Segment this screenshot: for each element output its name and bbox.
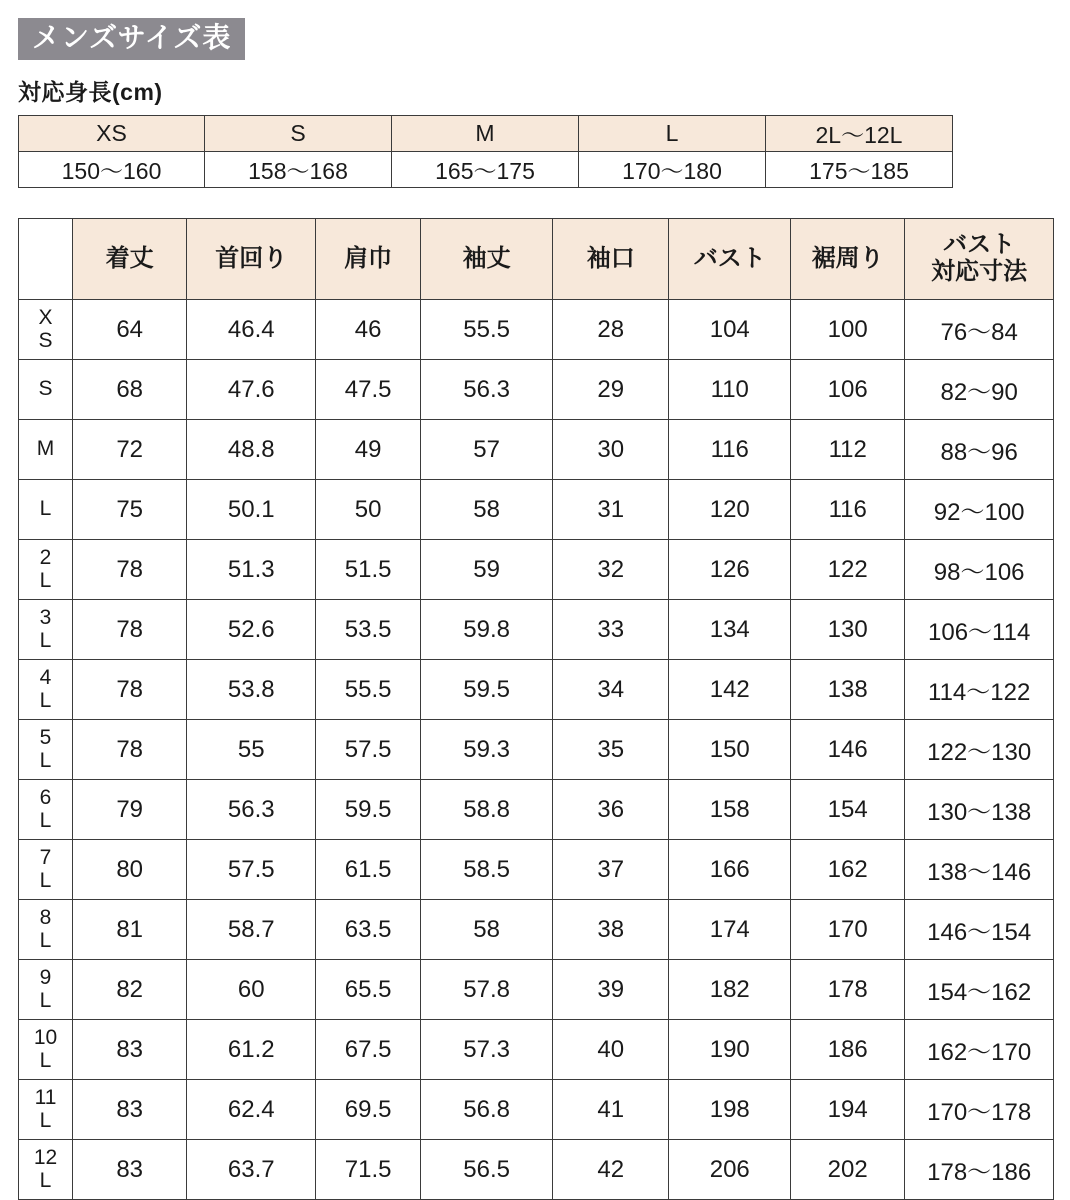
measurement-cell: 48.8	[187, 420, 316, 480]
measurement-cell: 146	[791, 720, 905, 780]
measurement-cell: 178〜186	[905, 1140, 1054, 1200]
size-row-label	[19, 960, 73, 1020]
measurement-cell: 58	[421, 900, 553, 960]
size-row-label	[19, 600, 73, 660]
measurement-cell: 190	[669, 1020, 791, 1080]
measurement-cell: 174	[669, 900, 791, 960]
measurements-table	[18, 218, 1054, 1200]
measurement-cell: 106	[791, 360, 905, 420]
size-label-line2: L	[39, 808, 52, 832]
measurement-cell: 110	[669, 360, 791, 420]
measurement-cell: 83	[73, 1020, 187, 1080]
measurement-cell: 138	[791, 660, 905, 720]
measurement-cell: 57	[421, 420, 553, 480]
size-label-line1: 10	[33, 1026, 58, 1050]
size-label-line1: S	[38, 377, 53, 401]
measurement-cell: 130	[791, 600, 905, 660]
size-row-label	[19, 420, 73, 480]
measurement-cell: 59.8	[421, 600, 553, 660]
height-range-cell: 175〜185	[766, 152, 953, 188]
table-row	[19, 600, 1054, 660]
measurements-header-row	[19, 219, 1054, 300]
size-row-label	[19, 780, 73, 840]
size-label-line1: 9	[39, 966, 52, 990]
height-size-header: M	[392, 116, 579, 152]
size-label-line2: L	[39, 988, 52, 1012]
measurement-cell: 142	[669, 660, 791, 720]
measurement-cell: 68	[73, 360, 187, 420]
size-label-line1: 5	[39, 726, 52, 750]
measurement-cell: 58.5	[421, 840, 553, 900]
measurement-cell: 63.7	[187, 1140, 316, 1200]
measurement-cell: 81	[73, 900, 187, 960]
measurement-cell: 52.6	[187, 600, 316, 660]
measurement-cell: 57.3	[421, 1020, 553, 1080]
table-row	[19, 1140, 1054, 1200]
measurement-cell: 170〜178	[905, 1080, 1054, 1140]
measurement-cell: 28	[553, 300, 669, 360]
measurement-cell: 116	[669, 420, 791, 480]
measurement-cell: 82	[73, 960, 187, 1020]
size-label-line1: 12	[33, 1146, 58, 1170]
table-row	[19, 540, 1054, 600]
measurement-cell: 79	[73, 780, 187, 840]
measurement-cell: 59.3	[421, 720, 553, 780]
measurement-cell: 57.5	[187, 840, 316, 900]
height-range-cell: 158〜168	[205, 152, 392, 188]
measurement-cell: 31	[553, 480, 669, 540]
measurement-cell: 33	[553, 600, 669, 660]
table-row	[19, 360, 1054, 420]
measurement-cell: 146〜154	[905, 900, 1054, 960]
measurement-cell: 37	[553, 840, 669, 900]
measurement-cell: 53.5	[316, 600, 421, 660]
measurement-cell: 75	[73, 480, 187, 540]
measurement-cell: 186	[791, 1020, 905, 1080]
height-range-cell: 150〜160	[19, 152, 205, 188]
measurement-cell: 170	[791, 900, 905, 960]
measurement-cell: 104	[669, 300, 791, 360]
measurement-cell: 56.5	[421, 1140, 553, 1200]
measurement-cell: 154	[791, 780, 905, 840]
measurement-cell: 39	[553, 960, 669, 1020]
height-range-cell: 165〜175	[392, 152, 579, 188]
measurement-cell: 120	[669, 480, 791, 540]
table-row	[19, 300, 1054, 360]
size-label-line1: 8	[39, 906, 52, 930]
measurement-cell: 162〜170	[905, 1020, 1054, 1080]
measurement-cell: 57.5	[316, 720, 421, 780]
measurement-cell: 47.5	[316, 360, 421, 420]
size-label-line2: L	[39, 1108, 52, 1132]
measurement-cell: 63.5	[316, 900, 421, 960]
size-label-line1: L	[39, 497, 52, 521]
size-label-line2: L	[39, 688, 52, 712]
table-row	[19, 480, 1054, 540]
measurement-cell: 88〜96	[905, 420, 1054, 480]
size-row-label	[19, 540, 73, 600]
measurement-cell: 202	[791, 1140, 905, 1200]
size-label-line1: 2	[39, 546, 52, 570]
measurement-cell: 71.5	[316, 1140, 421, 1200]
measurement-cell: 60	[187, 960, 316, 1020]
measurement-cell: 78	[73, 660, 187, 720]
measurement-cell: 112	[791, 420, 905, 480]
measurement-column-header: 肩巾	[316, 219, 421, 300]
measurement-cell: 56.8	[421, 1080, 553, 1140]
measurement-cell: 182	[669, 960, 791, 1020]
size-row-label	[19, 660, 73, 720]
size-label-line2: L	[39, 928, 52, 952]
measurement-cell: 78	[73, 720, 187, 780]
measurement-cell: 56.3	[187, 780, 316, 840]
size-label-line2: L	[39, 748, 52, 772]
measurement-cell: 51.3	[187, 540, 316, 600]
size-row-label	[19, 1080, 73, 1140]
size-label-line2: L	[39, 1048, 52, 1072]
size-label-line1: M	[36, 437, 55, 461]
size-label-line1: 7	[39, 846, 52, 870]
measurement-cell: 59	[421, 540, 553, 600]
measurement-cell: 198	[669, 1080, 791, 1140]
size-label-line2: L	[39, 568, 52, 592]
size-label-line2: L	[39, 628, 52, 652]
measurement-cell: 130〜138	[905, 780, 1054, 840]
measurement-cell: 106〜114	[905, 600, 1054, 660]
measurement-cell: 59.5	[421, 660, 553, 720]
measurement-cell: 57.8	[421, 960, 553, 1020]
measurement-column-header: 着丈	[73, 219, 187, 300]
table-row	[19, 780, 1054, 840]
measurement-cell: 122	[791, 540, 905, 600]
measurement-cell: 50	[316, 480, 421, 540]
measurement-cell: 59.5	[316, 780, 421, 840]
measurement-cell: 67.5	[316, 1020, 421, 1080]
measurement-column-header: 袖口	[553, 219, 669, 300]
measurement-cell: 134	[669, 600, 791, 660]
measurement-cell: 34	[553, 660, 669, 720]
measurement-cell: 114〜122	[905, 660, 1054, 720]
table-row	[19, 960, 1054, 1020]
measurement-cell: 30	[553, 420, 669, 480]
measurement-cell: 56.3	[421, 360, 553, 420]
measurement-cell: 55.5	[316, 660, 421, 720]
measurement-cell: 41	[553, 1080, 669, 1140]
measurement-cell: 40	[553, 1020, 669, 1080]
measurement-cell: 206	[669, 1140, 791, 1200]
size-row-label	[19, 300, 73, 360]
table-row	[19, 660, 1054, 720]
size-label-line1: 11	[34, 1086, 57, 1110]
size-label-line1: X	[38, 306, 53, 330]
measurement-column-header	[905, 219, 1054, 300]
measurement-cell: 83	[73, 1140, 187, 1200]
measurement-cell: 55.5	[421, 300, 553, 360]
size-row-label	[19, 900, 73, 960]
measurement-cell: 78	[73, 540, 187, 600]
size-row-label	[19, 1140, 73, 1200]
size-row-label	[19, 1020, 73, 1080]
measurement-cell: 46.4	[187, 300, 316, 360]
measurement-cell: 72	[73, 420, 187, 480]
size-label-line2: L	[39, 1168, 52, 1192]
table-row	[19, 900, 1054, 960]
size-row-label	[19, 480, 73, 540]
measurement-cell: 65.5	[316, 960, 421, 1020]
height-table-value-row	[19, 152, 953, 188]
measurement-cell: 83	[73, 1080, 187, 1140]
measurement-cell: 58	[421, 480, 553, 540]
measurement-cell: 69.5	[316, 1080, 421, 1140]
measurement-cell: 47.6	[187, 360, 316, 420]
measurement-cell: 38	[553, 900, 669, 960]
measurement-cell: 51.5	[316, 540, 421, 600]
size-row-label	[19, 840, 73, 900]
page-title: メンズサイズ表	[18, 18, 245, 60]
measurement-cell: 62.4	[187, 1080, 316, 1140]
measurement-cell: 116	[791, 480, 905, 540]
measurement-cell: 61.5	[316, 840, 421, 900]
measurement-cell: 58.7	[187, 900, 316, 960]
height-section-label: 対応身長(cm)	[18, 79, 163, 105]
size-label-line2: S	[38, 328, 53, 352]
measurement-cell: 82〜90	[905, 360, 1054, 420]
size-row-label	[19, 720, 73, 780]
measurement-cell: 49	[316, 420, 421, 480]
column-header-line2: 対応寸法	[931, 258, 1028, 285]
measurement-cell: 122〜130	[905, 720, 1054, 780]
measurement-cell: 64	[73, 300, 187, 360]
measurement-cell: 154〜162	[905, 960, 1054, 1020]
measurement-cell: 35	[553, 720, 669, 780]
measurement-cell: 178	[791, 960, 905, 1020]
measurement-cell: 55	[187, 720, 316, 780]
measurement-cell: 166	[669, 840, 791, 900]
measurement-cell: 78	[73, 600, 187, 660]
size-label-line1: 6	[39, 786, 52, 810]
measurement-cell: 126	[669, 540, 791, 600]
measurement-cell: 100	[791, 300, 905, 360]
table-row	[19, 840, 1054, 900]
measurement-cell: 194	[791, 1080, 905, 1140]
measurement-cell: 61.2	[187, 1020, 316, 1080]
measurement-cell: 150	[669, 720, 791, 780]
height-table	[18, 115, 953, 188]
size-label-line2: L	[39, 868, 52, 892]
measurement-cell: 58.8	[421, 780, 553, 840]
measurement-cell: 36	[553, 780, 669, 840]
measurement-cell: 42	[553, 1140, 669, 1200]
measurement-column-header: 首回り	[187, 219, 316, 300]
measurement-cell: 138〜146	[905, 840, 1054, 900]
table-corner-cell	[19, 219, 73, 300]
measurement-column-header: 袖丈	[421, 219, 553, 300]
height-size-header: S	[205, 116, 392, 152]
measurement-cell: 46	[316, 300, 421, 360]
measurement-column-header: 裾周り	[791, 219, 905, 300]
column-header-line1: バスト	[943, 231, 1016, 259]
measurement-cell: 98〜106	[905, 540, 1054, 600]
size-label-line1: 4	[39, 666, 52, 690]
measurement-cell: 50.1	[187, 480, 316, 540]
measurement-cell: 92〜100	[905, 480, 1054, 540]
height-table-header-row	[19, 116, 953, 152]
measurement-cell: 162	[791, 840, 905, 900]
size-row-label	[19, 360, 73, 420]
table-row	[19, 1080, 1054, 1140]
table-row	[19, 1020, 1054, 1080]
table-row	[19, 420, 1054, 480]
measurement-cell: 80	[73, 840, 187, 900]
size-label-line1: 3	[39, 606, 52, 630]
measurement-cell: 76〜84	[905, 300, 1054, 360]
measurement-cell: 158	[669, 780, 791, 840]
table-row	[19, 720, 1054, 780]
measurement-column-header: バスト	[669, 219, 791, 300]
height-size-header: L	[579, 116, 766, 152]
height-size-header: XS	[19, 116, 205, 152]
height-range-cell: 170〜180	[579, 152, 766, 188]
measurement-cell: 29	[553, 360, 669, 420]
height-size-header: 2L〜12L	[766, 116, 953, 152]
measurement-cell: 32	[553, 540, 669, 600]
measurement-cell: 53.8	[187, 660, 316, 720]
